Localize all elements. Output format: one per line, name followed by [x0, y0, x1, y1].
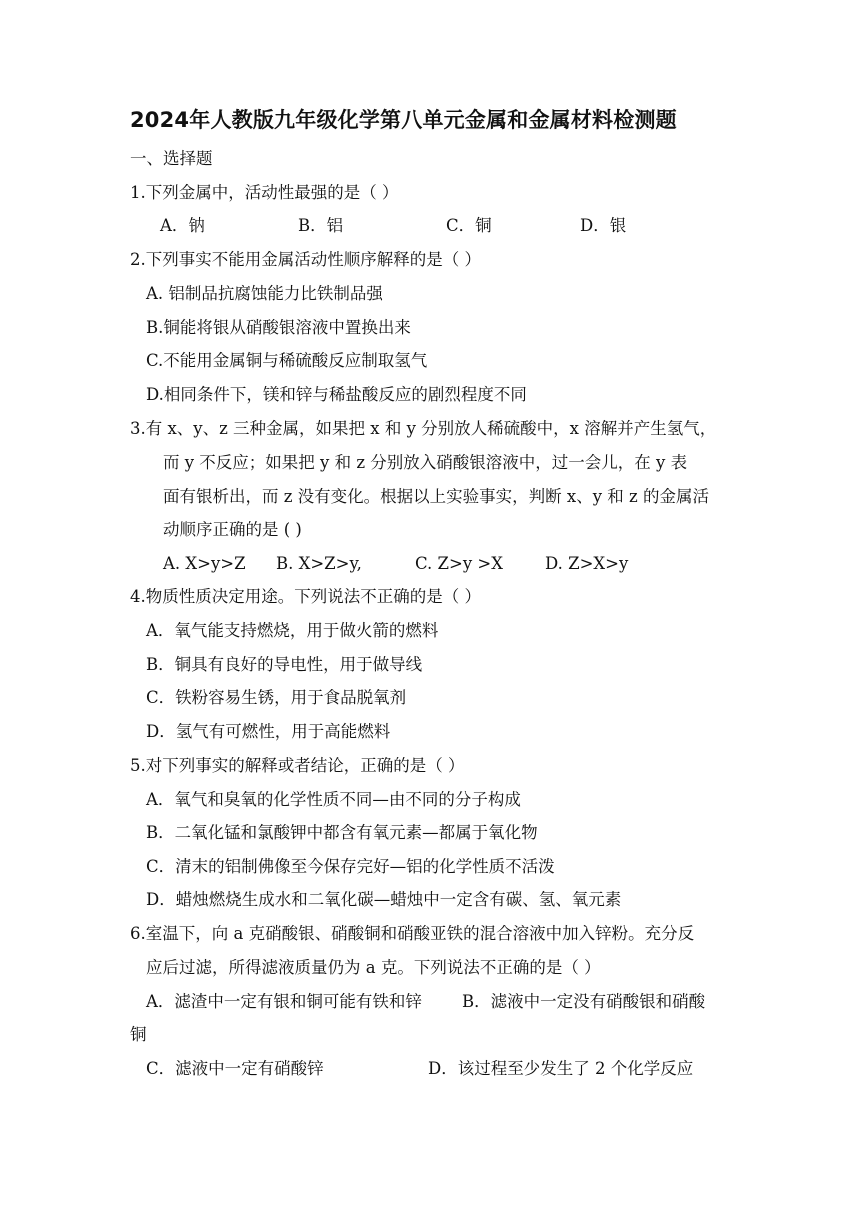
question-1-option-a: A．钠 — [160, 216, 205, 235]
question-5-option-d: D．蜡烛燃烧生成水和二氧化碳—蜡烛中一定含有碳、氢、氧元素 — [146, 890, 622, 909]
question-3-stem-line-3: 面有银析出，而 z 没有变化。根据以上实验事实，判断 x、y 和 z 的金属活 — [163, 487, 709, 506]
question-4-option-b: B．铜具有良好的导电性，用于做导线 — [146, 655, 423, 674]
question-4-option-c: C．铁粉容易生锈，用于食品脱氧剂 — [146, 688, 407, 707]
question-3-stem-line-1: 3.有 x、y、z 三种金属，如果把 x 和 y 分别放人稀硫酸中，x 溶解并产生氢气， — [130, 419, 717, 438]
question-6-stem-line-1: 6.室温下，向 a 克硝酸银、硝酸铜和硝酸亚铁的混合溶液中加入锌粉。充分反 — [130, 924, 695, 943]
question-5-stem: 5.对下列事实的解释或者结论，正确的是（ ） — [130, 756, 465, 775]
question-3-option-d: D. Z>X>y — [545, 554, 629, 573]
question-1-stem: 1.下列金属中，活动性最强的是（ ） — [130, 183, 399, 202]
section-heading: 一、选择题 — [130, 149, 213, 168]
question-3-option-a: A. X>y>Z — [163, 554, 246, 573]
question-2-option-b: B.铜能将银从硝酸银溶液中置换出来 — [146, 318, 411, 337]
question-2-stem: 2.下列事实不能用金属活动性顺序解释的是（ ） — [130, 250, 481, 269]
question-4-option-a: A．氧气能支持燃烧，用于做火箭的燃料 — [146, 621, 439, 640]
question-6-stem-line-2: 应后过滤，所得滤液质量仍为 a 克。下列说法不正确的是（ ） — [146, 958, 601, 977]
question-2-option-a: A. 铝制品抗腐蚀能力比铁制品强 — [146, 284, 383, 303]
question-6-option-d: D．该过程至少发生了 2 个化学反应 — [428, 1059, 694, 1078]
question-1-option-d: D．银 — [580, 216, 627, 235]
question-1-option-b: B．铝 — [298, 216, 344, 235]
question-6-option-b: B．滤液中一定没有硝酸银和硝酸 — [462, 992, 706, 1011]
question-2-option-c: C.不能用金属铜与稀硫酸反应制取氢气 — [146, 351, 428, 370]
question-3-stem-line-4: 动顺序正确的是 ( ) — [163, 520, 302, 539]
question-4-stem: 4.物质性质决定用途。下列说法不正确的是（ ） — [130, 587, 481, 606]
document-title: 2024年人教版九年级化学第八单元金属和金属材料检测题 — [130, 108, 677, 132]
question-5-option-a: A．氧气和臭氧的化学性质不同—由不同的分子构成 — [146, 790, 521, 809]
question-1-option-c: C．铜 — [446, 216, 492, 235]
question-6-option-c: C．滤液中一定有硝酸锌 — [146, 1059, 324, 1078]
question-5-option-b: B．二氧化锰和氯酸钾中都含有氧元素—都属于氧化物 — [146, 823, 538, 842]
question-6-option-b-continuation: 铜 — [130, 1025, 147, 1044]
question-6-option-a: A．滤渣中一定有银和铜可能有铁和锌 — [146, 992, 422, 1011]
question-3-option-c: C. Z>y >X — [415, 554, 503, 573]
question-2-option-d: D.相同条件下，镁和锌与稀盐酸反应的剧烈程度不同 — [146, 385, 527, 404]
question-5-option-c: C．清末的铝制佛像至今保存完好—铝的化学性质不活泼 — [146, 857, 555, 876]
question-3-stem-line-2: 而 y 不反应；如果把 y 和 z 分别放入硝酸银溶液中，过一会儿，在 y 表 — [163, 453, 688, 472]
question-3-option-b: B. X>Z>y, — [276, 554, 362, 573]
question-4-option-d: D．氢气有可燃性，用于高能燃料 — [146, 722, 391, 741]
